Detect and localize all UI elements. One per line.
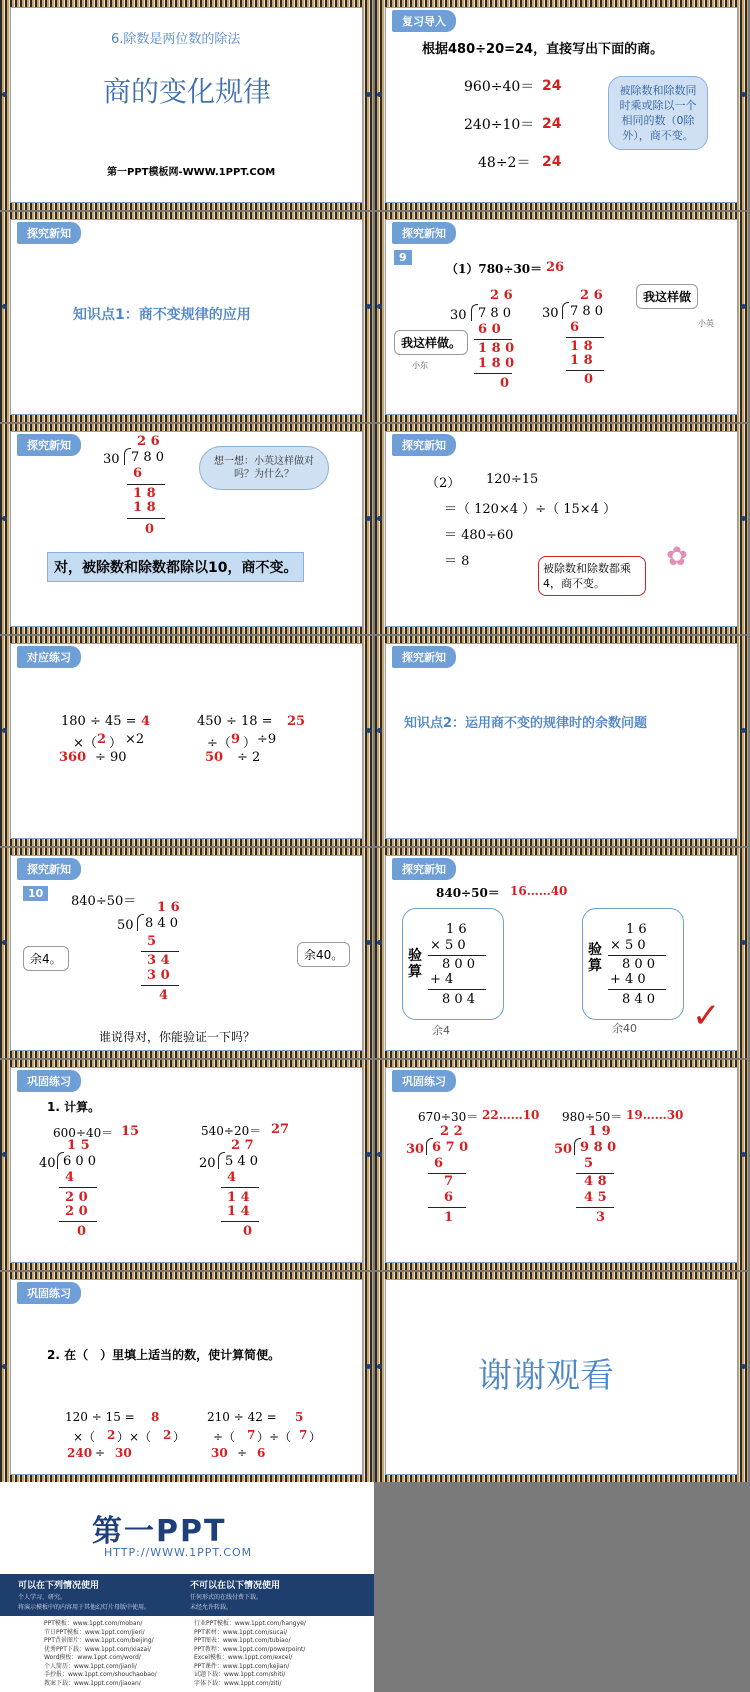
div2-rule-2 xyxy=(566,370,604,371)
div-rule-2 xyxy=(127,518,165,519)
left-top: 120 ÷ 15 = xyxy=(65,1410,135,1424)
d1-step2: 2 0 xyxy=(65,1190,88,1205)
d2-step2: 4 8 xyxy=(584,1174,607,1189)
left-bottom: 360 xyxy=(59,750,87,765)
question-text: 根据480÷20=24，直接写出下面的商。 xyxy=(422,42,664,57)
section-tag: 巩固练习 xyxy=(17,1070,81,1092)
d2-dividend: 9 8 0 xyxy=(580,1140,617,1155)
section-tag: 对应练习 xyxy=(17,646,81,668)
section-tag: 探究新知 xyxy=(17,434,81,456)
answer-1: 22……10 xyxy=(482,1108,540,1122)
section-tag: 巩固练习 xyxy=(17,1282,81,1304)
promo-link[interactable]: 教案下载：www.1ppt.com/jiaoan/ xyxy=(44,1679,141,1687)
problem: 840÷50＝ xyxy=(436,886,500,900)
cannot-title: 不可以在以下情况使用 xyxy=(190,1581,281,1591)
d2-remainder: 3 xyxy=(596,1210,606,1225)
bubble-right: 余40。 xyxy=(297,942,350,967)
slide-1-canvas xyxy=(10,7,363,203)
promo-link[interactable]: Word模板：www.1ppt.com/word/ xyxy=(44,1654,141,1661)
left-end: ） xyxy=(173,1430,186,1444)
slide-1-title[interactable] xyxy=(0,0,373,210)
d1-divisor: 40 xyxy=(39,1156,56,1171)
promo-link[interactable]: PPT课件：www.1ppt.com/kejian/ xyxy=(194,1662,290,1670)
d2-rule-2 xyxy=(576,1207,614,1208)
div2-step2: 1 8 xyxy=(570,339,593,354)
div2-remainder: 0 xyxy=(584,372,594,387)
slide-6-canvas xyxy=(385,431,738,627)
slide-2-review[interactable] xyxy=(375,0,748,210)
promo-link[interactable]: 试题下载：www.1ppt.com/shiti/ xyxy=(194,1671,286,1678)
c1-rule-1 xyxy=(428,955,486,956)
left-b3: 30 xyxy=(115,1446,132,1460)
slide-7-canvas xyxy=(10,643,363,839)
d1-step2: 7 xyxy=(444,1174,454,1189)
d1-rule-2 xyxy=(59,1221,97,1222)
div-divisor: 30 xyxy=(103,452,120,467)
div2-bracket xyxy=(562,302,569,319)
section-tag: 探究新知 xyxy=(17,858,81,880)
cannot-2: 未经允许转载。 xyxy=(190,1604,233,1611)
promo-link[interactable]: PPT图表：www.1ppt.com/tubiao/ xyxy=(194,1637,291,1644)
problem: （1）780÷30＝ xyxy=(446,262,543,276)
frame-dot xyxy=(741,516,746,521)
d1-step1: 6 xyxy=(434,1156,444,1171)
frame-dot xyxy=(366,1152,371,1157)
step-3: ＝ 8 xyxy=(444,554,470,569)
c2-factor-a: 1 6 xyxy=(626,922,647,937)
section-tag: 探究新知 xyxy=(392,222,456,244)
div1-bracket xyxy=(471,304,478,321)
c1-factor-b: × 5 0 xyxy=(430,938,466,953)
rule-note: 被除数和除数都乘4，商不变。 xyxy=(538,556,646,596)
div-divisor: 50 xyxy=(117,918,134,933)
promo-link[interactable]: 手抄报：www.1ppt.com/shouchaobao/ xyxy=(44,1671,157,1678)
slide-6-example-2[interactable] xyxy=(375,424,748,634)
frame-dot xyxy=(741,1152,746,1157)
problem-1: 670÷30＝ xyxy=(418,1110,479,1124)
right-bottom-2: ÷ 2 xyxy=(237,750,261,765)
div1-remainder: 0 xyxy=(500,376,510,391)
slide-9-canvas xyxy=(10,855,363,1051)
slide-12-canvas xyxy=(385,1067,738,1263)
frame-dot xyxy=(2,1364,7,1369)
d1-step3: 6 xyxy=(444,1190,454,1205)
right-v1: 7 xyxy=(247,1428,256,1442)
d2-divisor: 50 xyxy=(554,1142,573,1157)
frame-dot xyxy=(741,92,746,97)
problem-answer: 16……40 xyxy=(510,884,568,898)
left-b1: 240 xyxy=(67,1446,93,1460)
name-left: 小东 xyxy=(412,361,428,370)
d1-step1: 4 xyxy=(65,1170,75,1185)
slide-5-reasoning[interactable] xyxy=(0,424,373,634)
can-2: 将演示模板中的内容用于其他幻灯片母版中使用。 xyxy=(18,1604,151,1611)
slide-8-knowledge-2[interactable] xyxy=(375,636,748,846)
frame-dot xyxy=(366,940,371,945)
c1-factor-a: 1 6 xyxy=(446,922,467,937)
d1-remainder: 1 xyxy=(444,1210,454,1225)
d2-rule-1 xyxy=(221,1187,259,1188)
frame-dot xyxy=(2,92,7,97)
problem: 840÷50＝ xyxy=(71,894,137,909)
promo-link[interactable]: PPT素材：www.1ppt.com/sucai/ xyxy=(194,1628,288,1636)
c1-sum: 8 0 4 xyxy=(442,992,476,1007)
left-answer: 4 xyxy=(141,714,151,729)
div-rule-1 xyxy=(141,951,179,952)
c2-plus: + 4 0 xyxy=(610,972,646,987)
c2-sum: 8 4 0 xyxy=(622,992,656,1007)
right-answer: 5 xyxy=(295,1410,304,1424)
div-step1: 5 xyxy=(147,934,157,949)
angel-icon: ✿ xyxy=(666,542,688,572)
question: 谁说得对，你能验证一下吗？ xyxy=(99,1030,256,1044)
div-quotient: 1 6 xyxy=(157,900,180,915)
left-mid: ×（ xyxy=(73,736,97,751)
expression: 120÷15 xyxy=(486,472,539,487)
promo-link[interactable]: 节日PPT模板：www.1ppt.com/jieri/ xyxy=(44,1628,145,1636)
div2-rule-1 xyxy=(566,337,604,338)
frame-dot xyxy=(741,304,746,309)
div-step3: 3 0 xyxy=(147,968,170,983)
d1-quotient: 1 5 xyxy=(67,1138,90,1153)
problem-2: 980÷50＝ xyxy=(562,1110,623,1124)
d2-divisor: 20 xyxy=(199,1156,216,1171)
slide-11-canvas xyxy=(10,1067,363,1263)
promo-link[interactable]: PPT模板：www.1ppt.com/moban/ xyxy=(44,1620,143,1627)
div-step1: 6 xyxy=(133,466,143,481)
right-end: ） xyxy=(309,1430,322,1444)
slide-13-exercise-3[interactable] xyxy=(0,1272,373,1482)
d2-quotient: 2 7 xyxy=(231,1138,254,1153)
d1-dividend: 6 0 0 xyxy=(63,1154,97,1169)
conclusion: 对，被除数和除数都除以10，商不变。 xyxy=(47,552,304,582)
slide-4-example-9[interactable] xyxy=(375,212,748,422)
slide-footer: 第一PPT模板网-WWW.1PPT.COM xyxy=(107,167,276,178)
slide-9-example-10[interactable] xyxy=(0,848,373,1058)
slide-8-canvas xyxy=(385,643,738,839)
thanks-text: 谢谢观看 xyxy=(478,1356,614,1396)
left-mid-end: ） xyxy=(109,736,123,751)
bubble-left: 我这样做。 xyxy=(394,330,468,355)
frame-dot xyxy=(366,304,371,309)
can-1: 个人学习、研究。 xyxy=(18,1594,67,1601)
div-rule-2 xyxy=(141,985,179,986)
slide-3-canvas xyxy=(10,219,363,415)
heading: 1. 计算。 xyxy=(47,1100,101,1114)
left-mid2: ）×（ xyxy=(117,1430,152,1444)
section-tag: 探究新知 xyxy=(17,222,81,244)
right-b1: 30 xyxy=(211,1446,228,1460)
div-dividend: 7 8 0 xyxy=(131,450,165,465)
checkmark-icon: ✓ xyxy=(692,996,721,1036)
promo-panel xyxy=(0,1482,374,1692)
right-answer: 25 xyxy=(287,714,306,729)
check-label-2: 验算 xyxy=(588,942,602,974)
example-badge: 10 xyxy=(23,886,48,901)
right-top: 450 ÷ 18 = xyxy=(197,714,273,729)
div-dividend: 8 4 0 xyxy=(145,916,179,931)
frame-dot xyxy=(2,728,7,733)
div1-divisor: 30 xyxy=(450,308,467,323)
d1-divisor: 30 xyxy=(406,1142,425,1157)
promo-link[interactable]: 优秀PPT下载：www.1ppt.com/xiazai/ xyxy=(44,1645,151,1653)
frame-dot xyxy=(366,1364,371,1369)
d2-bracket xyxy=(218,1152,225,1169)
left-answer: 8 xyxy=(151,1410,160,1424)
slide-2-canvas xyxy=(385,7,738,203)
promo-url[interactable]: HTTP://WWW.1PPT.COM xyxy=(104,1546,253,1559)
slide-3-knowledge-1[interactable] xyxy=(0,212,373,422)
slide-7-practice[interactable] xyxy=(0,636,373,846)
slide-13-canvas xyxy=(10,1279,363,1475)
problem-answer: 26 xyxy=(546,260,565,275)
div1-quotient: 2 6 xyxy=(490,288,513,303)
promo-link[interactable]: 字体下载：www.1ppt.com/ziti/ xyxy=(194,1679,282,1687)
div2-divisor: 30 xyxy=(542,306,559,321)
div2-quotient: 2 6 xyxy=(580,288,603,303)
c2-product: 8 0 0 xyxy=(622,957,656,972)
knowledge-point: 知识点2：运用商不变的规律时的余数问题 xyxy=(404,716,648,731)
right-bottom: 50 xyxy=(205,750,224,765)
d1-step3: 2 0 xyxy=(65,1204,88,1219)
d1-rule-1 xyxy=(59,1187,97,1188)
left-bottom-2: ÷ 90 xyxy=(95,750,127,765)
div-step3: 1 8 xyxy=(133,500,156,515)
frame-dot xyxy=(741,1364,746,1369)
left-v1: 2 xyxy=(107,1428,116,1442)
slide-11-exercise-1[interactable] xyxy=(0,1060,373,1270)
section-tag: 探究新知 xyxy=(392,858,456,880)
slide-10-canvas xyxy=(385,855,738,1051)
slide-subtitle: 6.除数是两位数的除法 xyxy=(111,32,241,47)
right-top: 210 ÷ 42 = xyxy=(207,1410,277,1424)
d1-rule-2 xyxy=(428,1207,466,1208)
div-step2: 1 8 xyxy=(133,486,156,501)
answer-2: 19……30 xyxy=(626,1108,684,1122)
div-bracket xyxy=(124,448,131,465)
frame-dot xyxy=(2,304,7,309)
answer-3: 24 xyxy=(542,154,562,170)
c2-rule-1 xyxy=(608,955,666,956)
equation-3: 48÷2＝ xyxy=(478,155,531,171)
c2-factor-b: × 5 0 xyxy=(610,938,646,953)
d2-step1: 4 xyxy=(227,1170,237,1185)
slide-14-thanks[interactable] xyxy=(375,1272,748,1482)
div1-dividend: 7 8 0 xyxy=(478,306,512,321)
left-right: ×2 xyxy=(125,732,145,747)
links-right xyxy=(194,1620,306,1688)
can-title: 可以在下列情况使用 xyxy=(18,1581,100,1591)
check-label-1: 验算 xyxy=(408,948,422,980)
slide-4-canvas xyxy=(385,219,738,415)
c2-rule-2 xyxy=(608,989,666,990)
d2-quotient: 1 9 xyxy=(588,1124,611,1139)
cannot-1: 任何形式的在线付费下载。 xyxy=(190,1594,263,1601)
div1-step2: 1 8 0 xyxy=(478,341,515,356)
left-mid-value: 2 xyxy=(97,732,107,747)
rule-note: 被除数和除数同时乘或除以一个相同的数（0除外），商不变。 xyxy=(608,76,708,150)
frame-dot xyxy=(366,516,371,521)
right-mid: ÷（ xyxy=(213,1430,236,1444)
slide-14-canvas xyxy=(385,1279,738,1475)
div1-rule-1 xyxy=(474,339,512,340)
answer-1: 24 xyxy=(542,78,562,94)
frame-dot xyxy=(377,304,382,309)
frame-dot xyxy=(2,940,7,945)
promo-logo: 第一PPT xyxy=(92,1514,227,1549)
example-badge: 9 xyxy=(394,250,412,265)
d1-dividend: 6 7 0 xyxy=(432,1140,469,1155)
thought-cloud: 想一想：小英这样做对吗？为什么？ xyxy=(199,446,329,490)
d2-step3: 4 5 xyxy=(584,1190,607,1205)
problem-2: 540÷20＝ xyxy=(201,1124,262,1138)
left-mid: ×（ xyxy=(73,1430,96,1444)
right-mid: ÷（ xyxy=(207,736,231,751)
frame-dot xyxy=(741,940,746,945)
div2-dividend: 7 8 0 xyxy=(570,304,604,319)
equation-2: 240÷10＝ xyxy=(464,117,535,133)
d2-dividend: 5 4 0 xyxy=(225,1154,259,1169)
promo-link[interactable]: Excel模板：www.1ppt.com/excel/ xyxy=(194,1654,293,1661)
frame-dot xyxy=(366,92,371,97)
equation-1: 960÷40＝ xyxy=(464,79,535,95)
slide-10-verification[interactable] xyxy=(375,848,748,1058)
right-mid-value: 9 xyxy=(231,732,241,747)
promo-link[interactable]: PPT教程：www.1ppt.com/powerpoint/ xyxy=(194,1645,306,1653)
d2-step1: 5 xyxy=(584,1156,594,1171)
right-mid2: ）÷（ xyxy=(257,1430,292,1444)
frame-dot xyxy=(2,1152,7,1157)
left-v2: 2 xyxy=(163,1428,172,1442)
frame-dot xyxy=(377,1364,382,1369)
knowledge-point: 知识点1：商不变规律的应用 xyxy=(73,307,251,323)
promo-band xyxy=(0,1574,374,1616)
step-1: ＝（ 120×4 ）÷（ 15×4 ） xyxy=(444,502,617,517)
div1-step1: 6 0 xyxy=(478,322,501,337)
frame-dot xyxy=(377,940,382,945)
frame-dot xyxy=(377,1152,382,1157)
slide-12-exercise-2[interactable] xyxy=(375,1060,748,1270)
frame-dot xyxy=(2,516,7,521)
d2-step2: 1 4 xyxy=(227,1190,250,1205)
div2-step3: 1 8 xyxy=(570,353,593,368)
slide-5-canvas xyxy=(10,431,363,627)
div-remainder: 4 xyxy=(159,988,169,1003)
right-v2: 7 xyxy=(299,1428,308,1442)
div1-step3: 1 8 0 xyxy=(478,356,515,371)
c1-plus: + 4 xyxy=(430,972,454,987)
right-b3: 6 xyxy=(257,1446,266,1460)
slide-title: 商的变化规律 xyxy=(103,75,272,108)
promo-link[interactable]: PPT背景图片：www.1ppt.com/beijing/ xyxy=(44,1637,154,1644)
right-mid-end: ） xyxy=(243,736,257,751)
section-tag: 探究新知 xyxy=(392,646,456,668)
left-top: 180 ÷ 45 = xyxy=(61,714,137,729)
promo-link[interactable]: 行业PPT模板：www.1ppt.com/hangye/ xyxy=(194,1620,306,1627)
frame-dot xyxy=(377,516,382,521)
d2-rule-2 xyxy=(221,1221,259,1222)
part-label: （2） xyxy=(426,476,461,491)
section-tag: 复习导入 xyxy=(392,10,456,32)
bubble-right: 我这样做 xyxy=(636,284,698,309)
section-tag: 巩固练习 xyxy=(392,1070,456,1092)
answer-1: 15 xyxy=(121,1124,140,1139)
div2-step1: 6 xyxy=(570,320,580,335)
div-quotient: 2 6 xyxy=(137,434,160,449)
div-remainder: 0 xyxy=(145,522,155,537)
c2-caption: 余40 xyxy=(612,1022,637,1035)
div-step2: 3 4 xyxy=(147,953,170,968)
frame-dot xyxy=(366,728,371,733)
d2-step3: 1 4 xyxy=(227,1204,250,1219)
bubble-left: 余4。 xyxy=(23,946,69,971)
links-left xyxy=(44,1620,157,1688)
heading: 2. 在（ ）里填上适当的数，使计算简便。 xyxy=(47,1348,281,1362)
c1-rule-2 xyxy=(428,989,486,990)
answer-2: 27 xyxy=(271,1122,290,1137)
frame-dot xyxy=(377,92,382,97)
frame-dot xyxy=(741,728,746,733)
c1-caption: 余4 xyxy=(432,1024,450,1037)
section-tag: 探究新知 xyxy=(392,434,456,456)
c1-product: 8 0 0 xyxy=(442,957,476,972)
d1-remainder: 0 xyxy=(77,1224,87,1239)
div-rule-1 xyxy=(127,484,165,485)
right-b2: ÷ xyxy=(237,1446,248,1460)
div-bracket xyxy=(137,914,144,931)
d2-remainder: 0 xyxy=(243,1224,253,1239)
problem-1: 600÷40＝ xyxy=(53,1126,114,1140)
d1-quotient: 2 2 xyxy=(440,1124,463,1139)
name-right: 小英 xyxy=(698,319,714,328)
step-2: ＝ 480÷60 xyxy=(444,528,514,543)
answer-2: 24 xyxy=(542,116,562,132)
frame-dot xyxy=(377,728,382,733)
right-right: ÷9 xyxy=(257,732,277,747)
promo-link[interactable]: 个人简历：www.1ppt.com/jianli/ xyxy=(44,1662,137,1670)
div1-rule-2 xyxy=(474,373,512,374)
left-b2: ÷ xyxy=(95,1446,106,1460)
